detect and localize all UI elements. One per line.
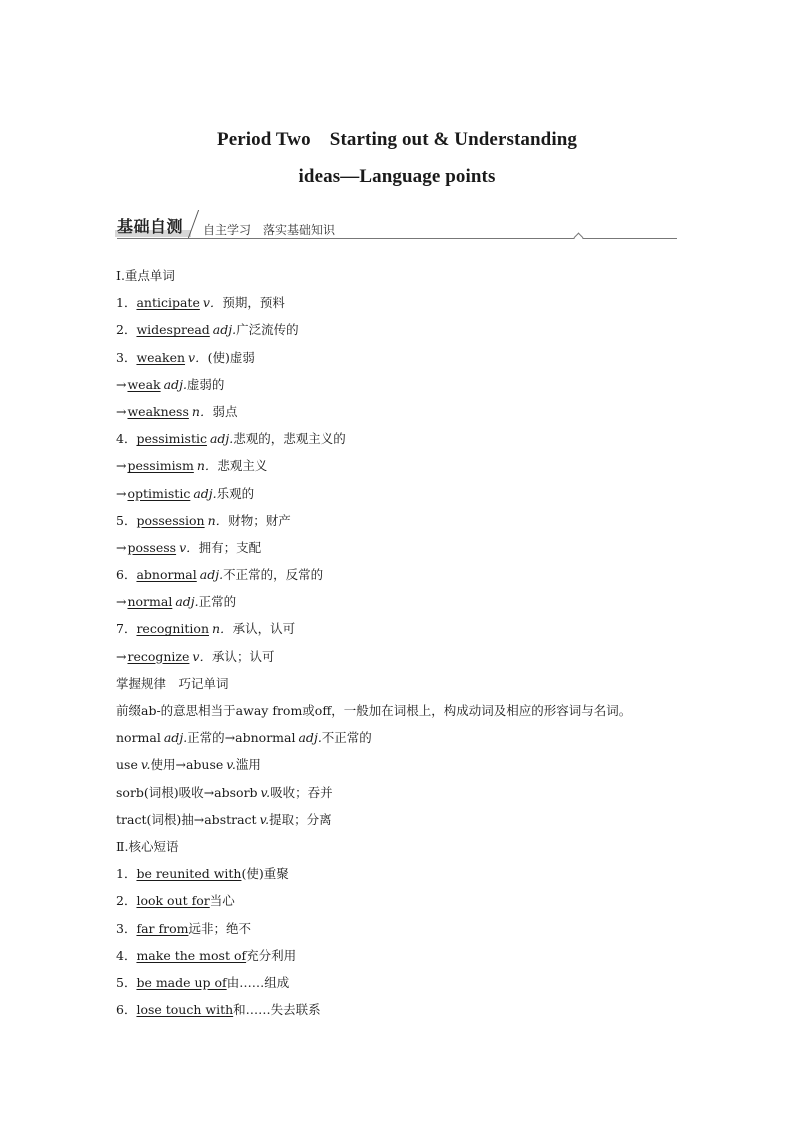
vocab-word: possession [136, 512, 205, 528]
vocab-prefix: 2． [116, 322, 137, 338]
phrase-item [116, 942, 696, 969]
section-tag: 基础自测 [117, 217, 184, 236]
section-divider-slash [188, 210, 199, 238]
vocab-word: weaken [136, 349, 186, 365]
phrase-text: be reunited with [136, 866, 242, 882]
vocab-pos: v． [179, 539, 199, 555]
vocab-word: optimistic [127, 485, 191, 501]
rule-heading: 掌握规律 巧记单词 [116, 675, 229, 691]
vocab-pos: v． [188, 349, 208, 365]
phrase-meaning: 由……组成 [226, 974, 290, 990]
phrase-meaning: 和……失去联系 [233, 1002, 321, 1018]
vocab-item [116, 507, 696, 534]
section-rule-notch [574, 233, 584, 243]
vocab-item [116, 425, 696, 452]
vocab-pos: n． [212, 621, 233, 637]
section-subtitle: 自主学习 落实基础知识 [203, 223, 336, 237]
phrase-list [116, 860, 696, 1023]
vocab-meaning: 弱点 [212, 403, 238, 419]
vocab-pos: v． [192, 648, 212, 664]
example-base: tract(词根) [116, 811, 182, 827]
vocab-item [116, 316, 696, 343]
part2-heading: Ⅱ.核心短语 [116, 838, 179, 854]
phrase-text: lose touch with [136, 1002, 234, 1018]
phrase-meaning: 当心 [209, 893, 235, 909]
vocab-meaning: 乐观的 [216, 485, 255, 501]
example-base: normal [116, 730, 161, 746]
vocab-word: abnormal [136, 567, 197, 583]
example-arrow: → [175, 757, 186, 773]
vocab-prefix: → [116, 485, 127, 501]
vocab-item [116, 643, 696, 670]
phrase-text: look out for [136, 893, 210, 909]
rule-example [116, 779, 696, 806]
document-title-line1: Period Two Starting out & Understanding [216, 129, 577, 150]
vocab-meaning: 悲观的，悲观主义的 [233, 431, 346, 447]
vocab-item [116, 615, 696, 642]
phrase-meaning: 充分利用 [246, 947, 297, 963]
phrase-item [116, 915, 696, 942]
vocab-meaning: 预期，预料 [222, 295, 285, 311]
rule-examples [116, 724, 696, 833]
vocab-meaning: 虚弱的 [186, 376, 225, 392]
vocab-meaning: 正常的 [198, 594, 237, 610]
vocab-item [116, 480, 696, 507]
vocab-item [116, 371, 696, 398]
vocab-prefix: 4． [116, 431, 137, 447]
example-derived-meaning: 提取；分离 [269, 811, 332, 827]
vocab-meaning: 承认；认可 [211, 648, 275, 664]
vocab-pos: adj. [175, 594, 199, 610]
example-derived-pos: v. [226, 757, 236, 773]
example-base-meaning: 抽 [181, 811, 194, 827]
phrase-prefix: 6． [116, 1002, 137, 1018]
vocab-item [116, 289, 696, 316]
example-base-pos: adj. [163, 730, 188, 746]
vocab-meaning: 财物；财产 [228, 512, 291, 528]
vocab-meaning: (使)虚弱 [207, 349, 255, 365]
phrase-prefix: 3． [116, 920, 137, 936]
vocab-pos: adj. [212, 322, 237, 338]
vocab-meaning: 不正常的，反常的 [223, 567, 324, 583]
vocab-prefix: 1． [116, 295, 137, 311]
phrase-text: far from [136, 920, 189, 936]
example-derived-meaning: 吸收；吞并 [270, 784, 333, 800]
vocab-pos: adj. [199, 567, 224, 583]
example-derived: absorb [214, 784, 258, 800]
vocab-prefix: → [116, 458, 127, 474]
phrase-item [116, 996, 696, 1023]
example-derived-meaning: 滥用 [235, 757, 261, 773]
example-derived-meaning: 不正常的 [321, 730, 372, 746]
vocab-prefix: → [116, 594, 127, 610]
vocab-word: recognize [127, 648, 190, 664]
example-arrow: → [193, 811, 205, 827]
vocab-prefix: 6． [116, 567, 137, 583]
example-base: sorb(词根) [116, 784, 179, 800]
rule-example [116, 724, 696, 751]
phrase-text: be made up of [136, 974, 227, 990]
vocab-item [116, 534, 696, 561]
vocab-prefix: → [116, 376, 127, 392]
vocab-prefix: 3． [116, 349, 137, 365]
phrase-item [116, 887, 696, 914]
vocab-pos: n． [191, 403, 213, 419]
example-derived: abuse [185, 757, 224, 773]
example-base-meaning: 吸收 [178, 784, 204, 800]
vocab-word: pessimism [127, 458, 194, 474]
vocab-prefix: → [116, 403, 127, 419]
vocab-meaning: 悲观主义 [217, 458, 268, 474]
example-derived-pos: adj. [298, 730, 322, 746]
section-header [117, 212, 677, 242]
vocab-prefix: 5． [116, 512, 137, 528]
phrase-meaning: (使)重聚 [241, 866, 289, 882]
vocab-word: weakness [127, 403, 189, 419]
vocab-word: widespread [136, 322, 210, 338]
example-derived: abnormal [235, 730, 296, 746]
vocab-item [116, 561, 696, 588]
vocab-word: recognition [136, 621, 209, 637]
example-derived: abstract [204, 811, 257, 827]
document-body [116, 262, 696, 1023]
vocab-word: possess [127, 539, 177, 555]
vocab-word: pessimistic [136, 431, 207, 447]
part1-heading: Ⅰ.重点单词 [116, 268, 175, 283]
vocab-prefix: → [116, 648, 127, 664]
vocab-prefix: → [116, 539, 127, 555]
phrase-prefix: 1． [116, 866, 137, 882]
example-arrow: → [203, 784, 215, 800]
example-base-meaning: 正常的 [187, 730, 225, 746]
vocab-item [116, 588, 696, 615]
vocab-pos: adj. [193, 485, 217, 501]
section-rule [117, 238, 677, 239]
vocab-prefix: 7． [116, 621, 137, 637]
phrase-prefix: 2． [116, 893, 137, 909]
phrase-prefix: 5． [116, 974, 137, 990]
vocab-meaning: 承认，认可 [232, 621, 296, 637]
vocab-pos: adj. [209, 431, 234, 447]
document-title-line2: ideas—Language points [298, 166, 496, 187]
vocab-item [116, 344, 696, 371]
example-base-meaning: 使用 [150, 757, 176, 773]
rule-example [116, 751, 696, 778]
vocab-item [116, 452, 696, 479]
vocab-list [116, 289, 696, 670]
vocab-meaning: 拥有；支配 [198, 539, 262, 555]
phrase-prefix: 4． [116, 947, 137, 963]
example-base: use [116, 757, 138, 773]
example-base-pos: v. [140, 757, 151, 773]
example-arrow: → [224, 730, 236, 746]
vocab-pos: n． [196, 458, 218, 474]
phrase-text: make the most of [136, 947, 247, 963]
vocab-word: normal [127, 594, 173, 610]
vocab-meaning: 广泛流传的 [236, 322, 299, 338]
phrase-item [116, 860, 696, 887]
vocab-item [116, 398, 696, 425]
vocab-pos: adj. [163, 376, 187, 392]
example-derived-pos: v. [259, 811, 270, 827]
phrase-item [116, 969, 696, 996]
vocab-word: weak [127, 376, 161, 392]
vocab-pos: v． [202, 295, 223, 311]
example-derived-pos: v. [260, 784, 271, 800]
vocab-word: anticipate [136, 295, 200, 311]
rule-example [116, 806, 696, 833]
vocab-pos: n． [207, 512, 229, 528]
rule-text: 前缀ab-的意思相当于away from或off，一般加在词根上，构成动词及相应的形容词与名词。 [116, 703, 632, 718]
phrase-meaning: 远非；绝不 [188, 920, 251, 936]
